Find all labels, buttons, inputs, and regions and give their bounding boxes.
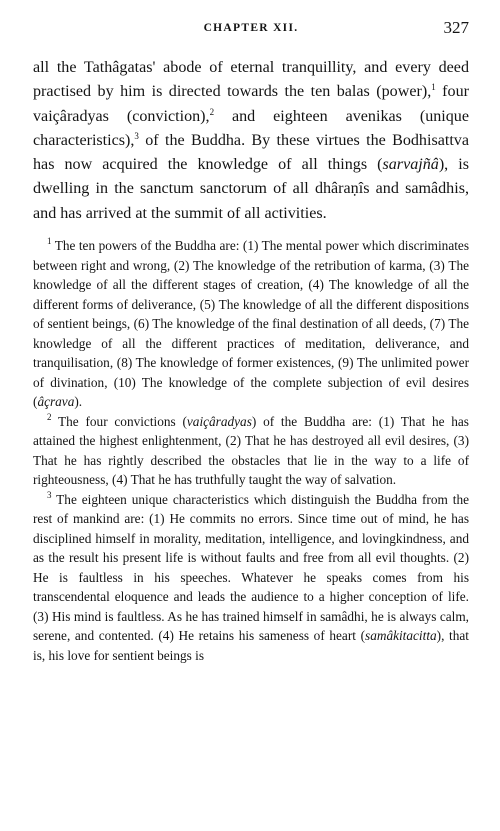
footnote-2 (33, 412, 469, 490)
running-head (33, 18, 469, 44)
footnote-text: ). (74, 394, 83, 410)
page-number: 327 (443, 18, 469, 37)
footnote-3 (33, 490, 469, 666)
footnote-1 (33, 236, 469, 412)
footnotes (33, 236, 469, 665)
sanskrit-term: samâkitacitta (365, 628, 437, 644)
footnote-marker: 3 (47, 489, 52, 500)
book-page (33, 18, 469, 665)
footnote-marker: 2 (47, 411, 52, 422)
sanskrit-term: sarvajñâ (382, 156, 439, 174)
body-paragraph (33, 56, 469, 226)
body-text: of the Buddha. By these virtues the Bodhisattva has now acquired the knowledge of all things ( (33, 131, 469, 174)
footnote-marker: 1 (47, 236, 52, 247)
body-text: ), is dwelling in the sanctum sanctorum of all dhâraṇîs and samâdhis, and has arrived at the summit of all activities. (33, 156, 470, 222)
body-text: four vaiçâradyas (conviction), (33, 83, 469, 125)
footnote-ref-1: 1 (431, 82, 436, 93)
footnote-text: The ten powers of the Buddha are: (1) The mental power which discriminates between right and wrong, (2) The knowledge of the retribution of karma, (3) The knowledge of all the different stages of creation, (4) The knowledge of all the different forms of deliverance, (5) The knowledge of all the different dispositions of sentient beings, (6) The knowledge of the final destination of all deeds, (7) The knowledge of all the different practices of meditation, deliverance, and tranquilisation, (8) The knowledge of former existences, (9) The unlimited power of divination, (10) The knowledge of the complete subjection of evil desires ( (33, 238, 469, 410)
sanskrit-term: vaiçâradyas (186, 413, 252, 429)
footnote-text: ), that is, his love for sentient beings is (33, 628, 469, 663)
body-text: and eighteen avenikas (unique characteristics), (33, 107, 469, 149)
body-text: all the Tathâgatas' abode of eternal tranquillity, and every deed practised by him is directed towards the ten balas (power), (33, 59, 469, 101)
sanskrit-term: âçrava (37, 394, 75, 410)
footnote-ref-2: 2 (209, 106, 215, 117)
footnote-ref-3: 3 (134, 130, 139, 141)
chapter-heading: CHAPTER XII. (203, 22, 299, 34)
footnote-text: The eighteen unique characteristics which distinguish the Buddha from the rest of mankind are: (1) He commits no errors. Since time out of mind, he has disciplined himself in morality, meditation, intelligence, and lovingkindness, and as the result his present life is without faults and free from all evil thoughts. (2) He is faultless in his speeches. Whatever he speaks comes from his transcendental eloquence and leads the audience to a higher conception of life. (3) His mind is faultless. As he has trained himself in samâdhi, he is always calm, serene, and contented. (4) He retains his sameness of heart ( (33, 491, 469, 644)
footnote-text: ) of the Buddha are: (1) That he has attained the highest enlightenment, (2) That he has destroyed all evil desires, (3) That he has rightly described the obstacles that lie in the way to a life of righteousness, (4) That he has truthfully taught the way of salvation. (33, 413, 469, 488)
footnote-text: The four convictions ( (51, 413, 187, 429)
